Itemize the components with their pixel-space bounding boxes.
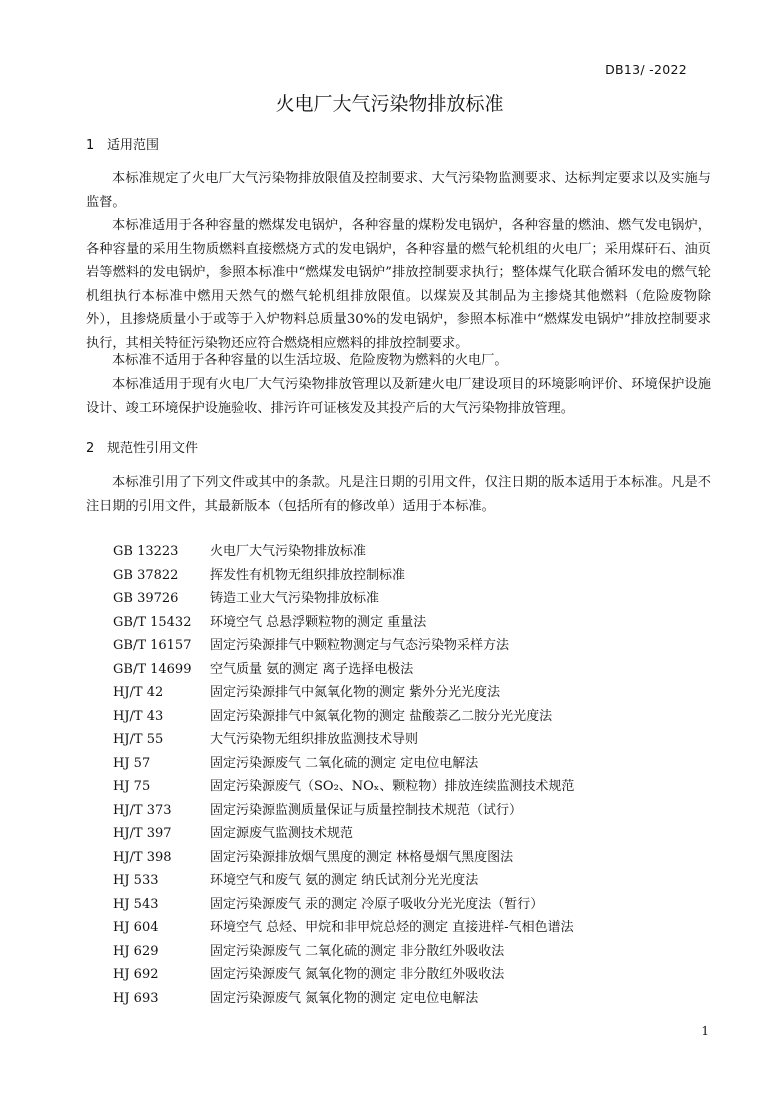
reference-row — [113, 940, 673, 964]
reference-code: HJ 543 — [113, 896, 159, 912]
reference-title: 固定源废气监测技术规范 — [210, 826, 354, 841]
reference-title: 固定污染源排气中氮氧化物的测定 紫外分光光度法 — [210, 685, 501, 700]
reference-code: HJ/T 42 — [113, 685, 164, 700]
reference-row — [113, 564, 673, 588]
reference-title: 固定污染源废气 二氧化硫的测定 定电位电解法 — [210, 755, 479, 771]
reference-title: 火电厂大气污染物排放标准 — [210, 544, 367, 559]
section-title: 适用范围 — [107, 138, 160, 153]
reference-title: 空气质量 氨的测定 离子选择电极法 — [210, 661, 414, 677]
reference-row — [113, 822, 673, 846]
paragraph: 本标准引用了下列文件或其中的条款。凡是注日期的引用文件，仅注日期的版本适用于本标准。凡是不注日期的引用文件，其最新版本（包括所有的修改单）适用于本标准。 — [86, 475, 711, 514]
reference-row — [113, 869, 673, 893]
reference-title: 固定污染源监测质量保证与质量控制技术规范（试行） — [210, 802, 523, 818]
reference-row — [113, 799, 673, 823]
reference-code: HJ/T 398 — [113, 849, 172, 865]
reference-code: HJ 604 — [113, 920, 159, 935]
reference-code: HJ/T 55 — [113, 732, 164, 747]
section-heading-references — [86, 437, 198, 456]
reference-title: 固定污染源排气中颗粒物测定与气态污染物采样方法 — [210, 638, 510, 653]
reference-row — [113, 540, 673, 564]
paragraph: 本标准适用于现有火电厂大气污染物排放管理以及新建火电厂建设项目的环境影响评价、环境保护设施设计、竣工环境保护设施验收、排污许可证核发及其投产后的大气污染物排放管理。 — [86, 377, 711, 416]
paragraph: 本标准适用于各种容量的燃煤发电锅炉，各种容量的煤粉发电锅炉，各种容量的燃油、燃气发电锅炉，各种容量的采用生物质燃料直接燃烧方式的发电锅炉，各种容量的燃气轮机组的火电厂；采用煤矸石、油页岩等燃料的发电锅炉，参照本标准中“燃煤发电锅炉”排放控制要求执行；整体煤气化联合循环发电的燃气轮机组执行本标准中燃用天然气的燃气轮机组排放限值。以煤炭及其制品为主掺烧其他燃料（危险废物除外），且掺烧质量小于或等于入炉物料总质量30%的发电锅炉，参照本标准中“燃煤发电锅炉”排放控制要求执行，其相关特征污染物还应符合燃烧相应燃料的排放控制要求。 — [86, 218, 711, 351]
reference-title: 固定污染源废气（SO₂、NOₓ、颗粒物）排放连续监测技术规范 — [210, 779, 575, 794]
page-number: 1 — [701, 1024, 709, 1038]
reference-code: HJ 629 — [113, 943, 159, 959]
reference-row — [113, 963, 673, 987]
reference-title: 环境空气和废气 氨的测定 纳氏试剂分光光度法 — [210, 873, 479, 888]
standard-code: DB13/ -2022 — [605, 62, 687, 77]
reference-code: GB 13223 — [113, 544, 179, 559]
reference-list — [113, 540, 673, 1010]
reference-title: 固定污染源废气 汞的测定 冷原子吸收分光光度法（暂行） — [210, 896, 544, 912]
section-number: 1 — [86, 138, 95, 153]
reference-row — [113, 658, 673, 682]
paragraph: 本标准规定了火电厂大气污染物排放限值及控制要求、大气污染物监测要求、达标判定要求以及实施与监督。 — [86, 171, 711, 210]
reference-code: GB/T 16157 — [113, 638, 192, 653]
reference-row — [113, 987, 673, 1011]
reference-code: GB 39726 — [113, 591, 179, 606]
section-number: 2 — [86, 441, 95, 456]
reference-code: HJ/T 397 — [113, 826, 172, 841]
reference-code: HJ/T 43 — [113, 708, 164, 724]
reference-title: 环境空气 总悬浮颗粒物的测定 重量法 — [210, 614, 427, 630]
reference-title: 固定污染源排气中氮氧化物的测定 盐酸萘乙二胺分光光度法 — [210, 708, 553, 724]
reference-row — [113, 775, 673, 799]
document-title: 火电厂大气污染物排放标准 — [275, 93, 504, 115]
reference-title: 固定污染源废气 氮氧化物的测定 定电位电解法 — [210, 990, 479, 1006]
reference-title: 环境空气 总烃、甲烷和非甲烷总烃的测定 直接进样-气相色谱法 — [210, 920, 574, 935]
reference-title: 固定污染源排放烟气黑度的测定 林格曼烟气黑度图法 — [210, 849, 514, 865]
reference-row — [113, 893, 673, 917]
reference-row — [113, 752, 673, 776]
reference-code: HJ 533 — [113, 873, 159, 888]
reference-title: 铸造工业大气污染物排放标准 — [210, 591, 380, 606]
reference-title: 固定污染源废气 氮氧化物的测定 非分散红外吸收法 — [210, 967, 505, 982]
reference-title: 挥发性有机物无组织排放控制标准 — [210, 567, 406, 583]
reference-row — [113, 916, 673, 940]
reference-title: 固定污染源废气 二氧化硫的测定 非分散红外吸收法 — [210, 943, 505, 959]
reference-row — [113, 634, 673, 658]
reference-code: HJ 57 — [113, 755, 151, 771]
reference-row — [113, 728, 673, 752]
reference-row — [113, 611, 673, 635]
reference-code: HJ 75 — [113, 779, 151, 794]
section-title: 规范性引用文件 — [107, 441, 199, 456]
reference-row — [113, 587, 673, 611]
reference-code: GB/T 14699 — [113, 661, 192, 677]
reference-row — [113, 681, 673, 705]
reference-code: HJ 692 — [113, 967, 159, 982]
reference-title: 大气污染物无组织排放监测技术导则 — [210, 732, 419, 747]
paragraph: 本标准不适用于各种容量的以生活垃圾、危险废物为燃料的火电厂。 — [112, 353, 508, 368]
reference-row — [113, 705, 673, 729]
reference-code: GB 37822 — [113, 567, 179, 583]
reference-code: HJ 693 — [113, 990, 159, 1006]
section-heading-scope — [86, 134, 159, 153]
reference-code: HJ/T 373 — [113, 802, 172, 818]
reference-code: GB/T 15432 — [113, 614, 192, 630]
reference-row — [113, 846, 673, 870]
